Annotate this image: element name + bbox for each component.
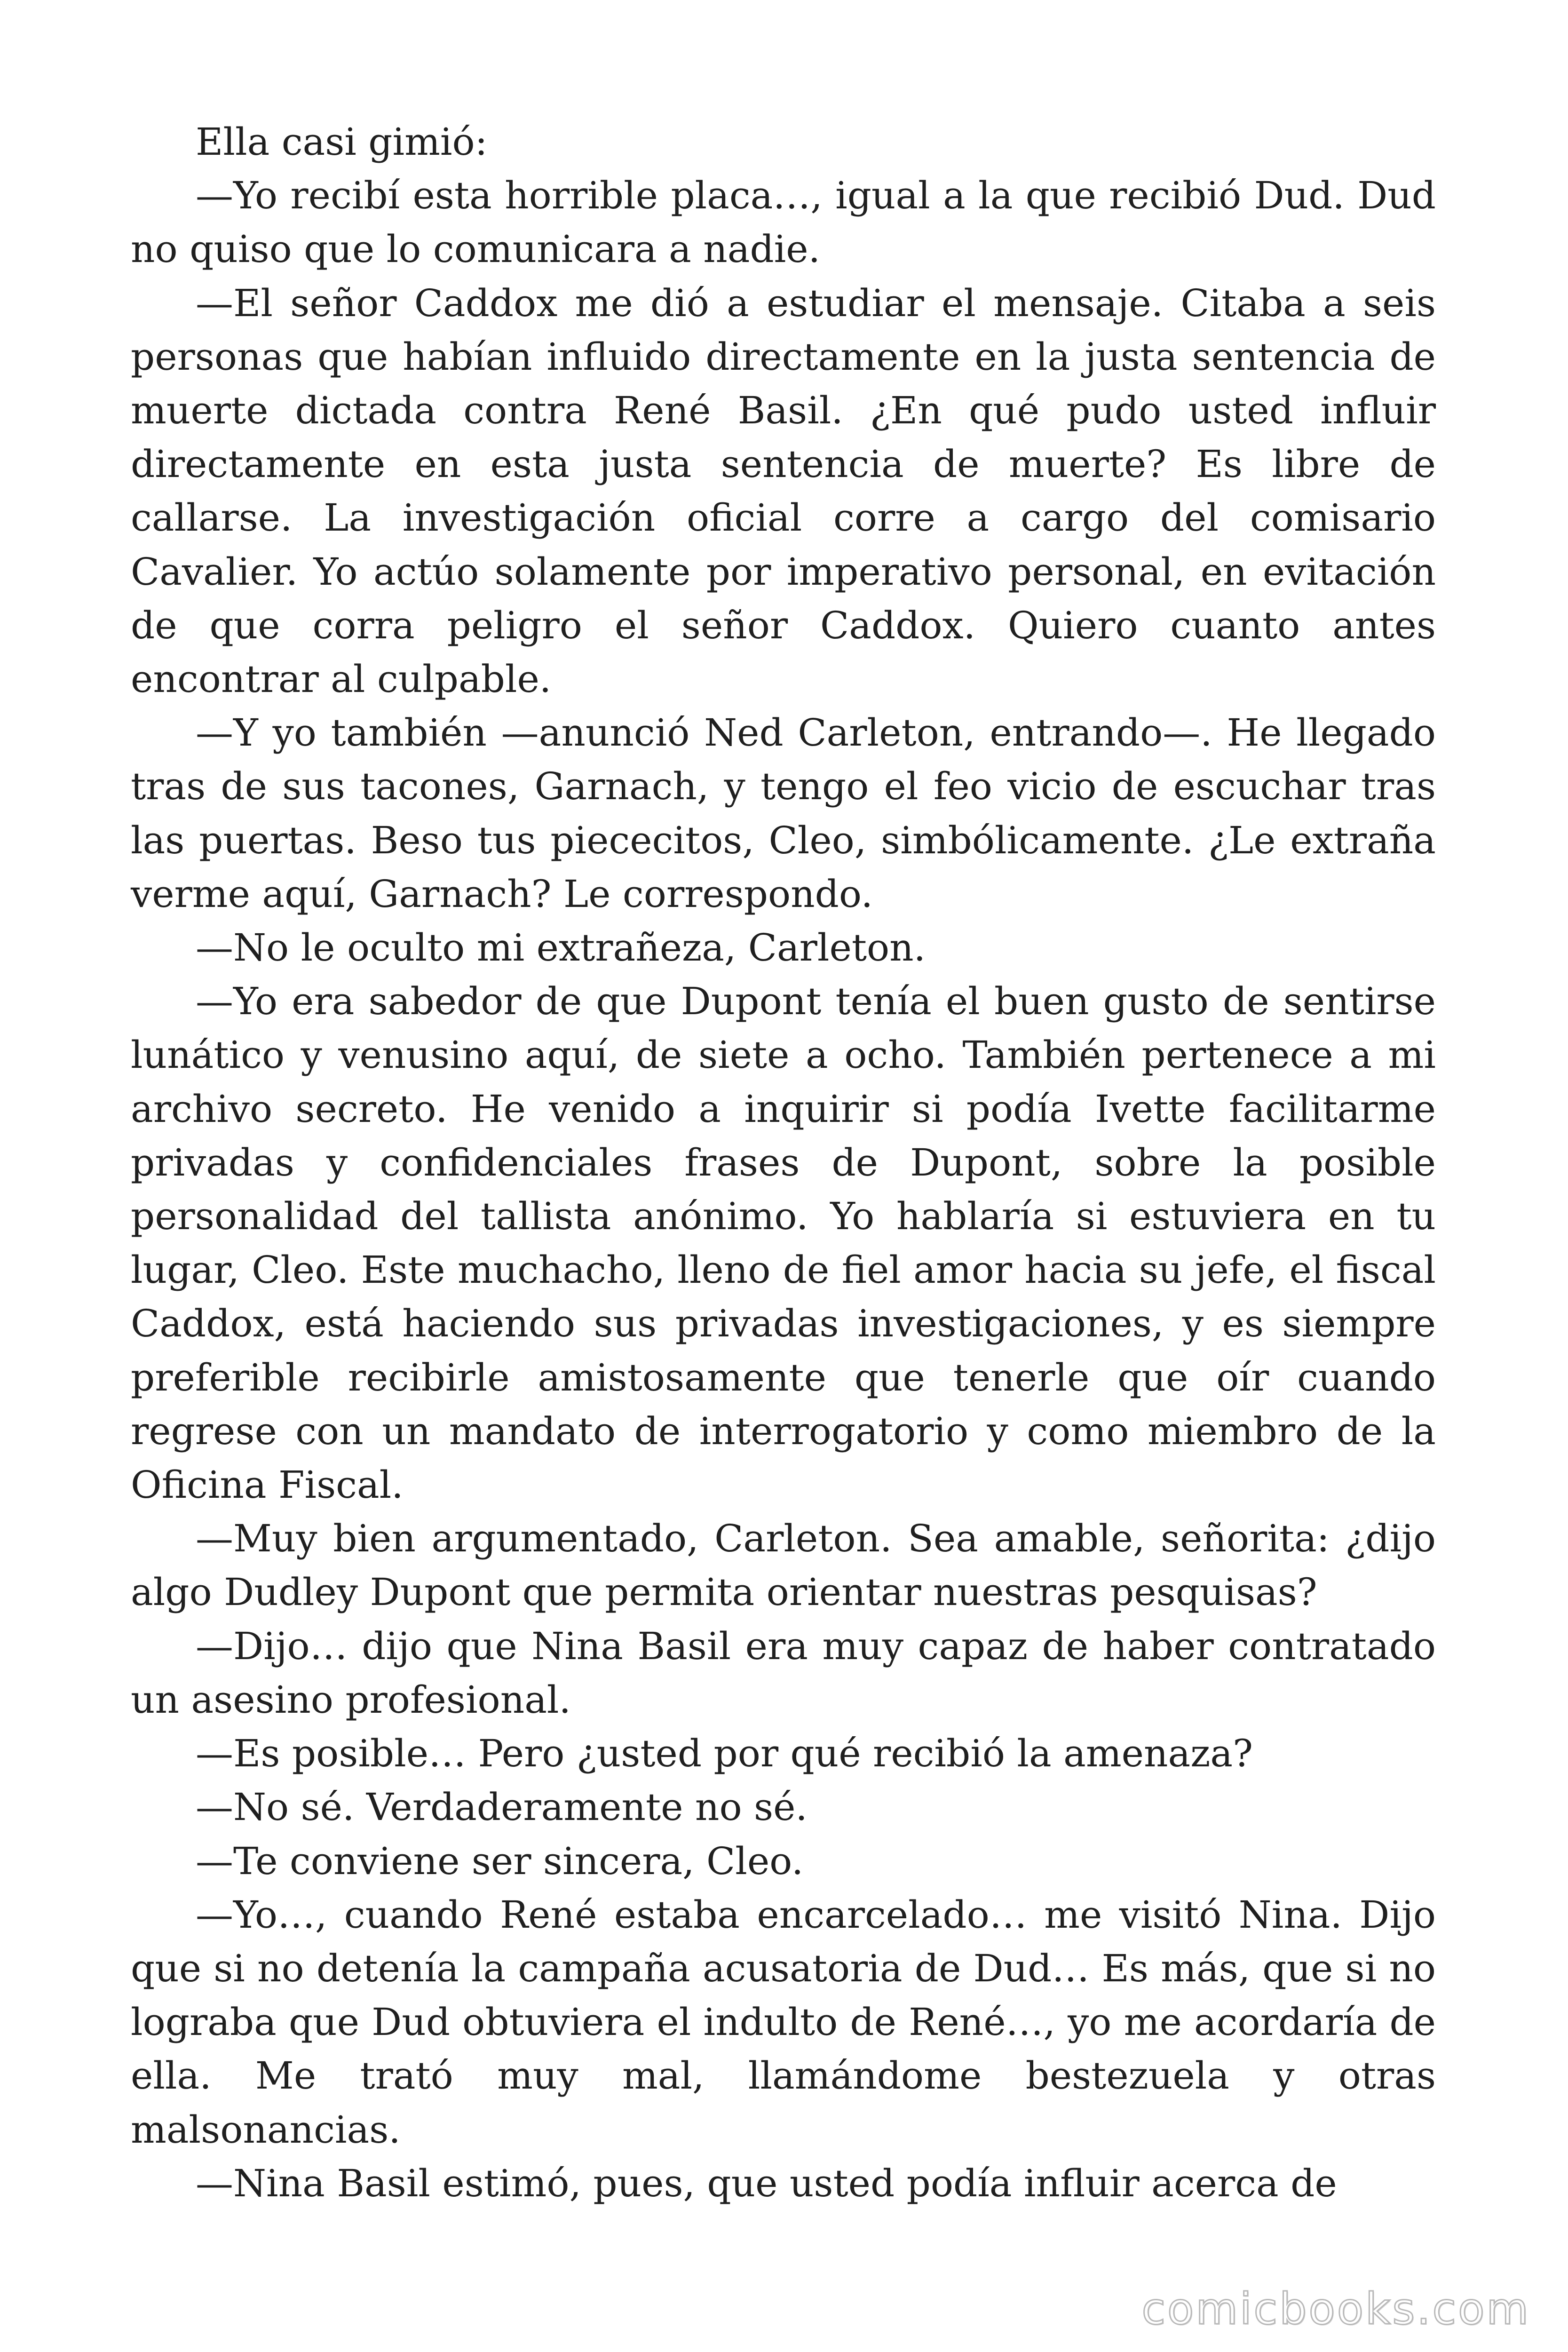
paragraph-4: —Y yo también —anunció Ned Carleton, entrando—. He llegado tras de sus tacones, Garnach, y tengo el feo vicio de escuchar tras las puertas. Beso tus piececitos, Cleo, simbólicamente. ¿Le extraña verme aquí, Garnach? Le correspondo. bbox=[131, 711, 1436, 916]
paragraph-7: —Muy bien argumentado, Carleton. Sea amable, señorita: ¿dijo algo Dudley Dupont que permita orientar nuestras pesquisas? bbox=[131, 1517, 1436, 1614]
paragraph-13: —Nina Basil estimó, pues, que usted podía influir acerca de bbox=[196, 2161, 1337, 2205]
paragraph-6: —Yo era sabedor de que Dupont tenía el buen gusto de sentirse lunático y venusino aquí, de siete a ocho. También pertenece a mi archivo secreto. He venido a inquirir si podía Ivette facilitarme privadas y confidenciales frases de Dupont, sobre la posible personalidad del tallista anónimo. Yo hablaría si estuviera en tu lugar, Cleo. Este muchacho, lleno de fiel amor hacia su jefe, el fiscal Caddox, está haciendo sus privadas investigaciones, y es siempre preferible recibirle amistosamente que tenerle que oír cuando regrese con un mandato de interrogatorio y como miembro de la Oficina Fiscal. bbox=[131, 979, 1436, 1507]
paragraph-9: —Es posible… Pero ¿usted por qué recibió la amenaza? bbox=[196, 1732, 1253, 1776]
paragraph-8: —Dijo… dijo que Nina Basil era muy capaz de haber contratado un asesino profesional. bbox=[131, 1624, 1436, 1722]
paragraph-1: Ella casi gimió: bbox=[196, 120, 488, 164]
paragraph-10: —No sé. Verdaderamente no sé. bbox=[196, 1785, 808, 1829]
paragraph-2: —Yo recibí esta horrible placa…, igual a la que recibió Dud. Dud no quiso que lo comunicara a nadie. bbox=[131, 174, 1436, 271]
paragraph-11: —Te conviene ser sincera, Cleo. bbox=[196, 1839, 804, 1883]
watermark-logo: comicbooks.com bbox=[1141, 2284, 1530, 2334]
paragraph-5: —No le oculto mi extrañeza, Carleton. bbox=[196, 926, 926, 970]
paragraph-3: —El señor Caddox me dió a estudiar el mensaje. Citaba a seis personas que habían influido directamente en la justa sentencia de muerte dictada contra René Basil. ¿En qué pudo usted influir directamente en esta justa sentencia de muerte? Es libre de callarse. La investigación oficial corre a cargo del comisario Cavalier. Yo actúo solamente por imperativo personal, en evitación de que corra peligro el señor Caddox. Quiero cuanto antes encontrar al culpable. bbox=[131, 281, 1436, 701]
body-text bbox=[131, 115, 1436, 2210]
paragraph-12: —Yo…, cuando René estaba encarcelado… me visitó Nina. Dijo que si no detenía la campaña acusatoria de Dud… Es más, que si no lograba que Dud obtuviera el indulto de René…, yo me acordaría de ella. Me trató muy mal, llamándome bestezuela y otras malsonancias. bbox=[131, 1892, 1436, 2152]
